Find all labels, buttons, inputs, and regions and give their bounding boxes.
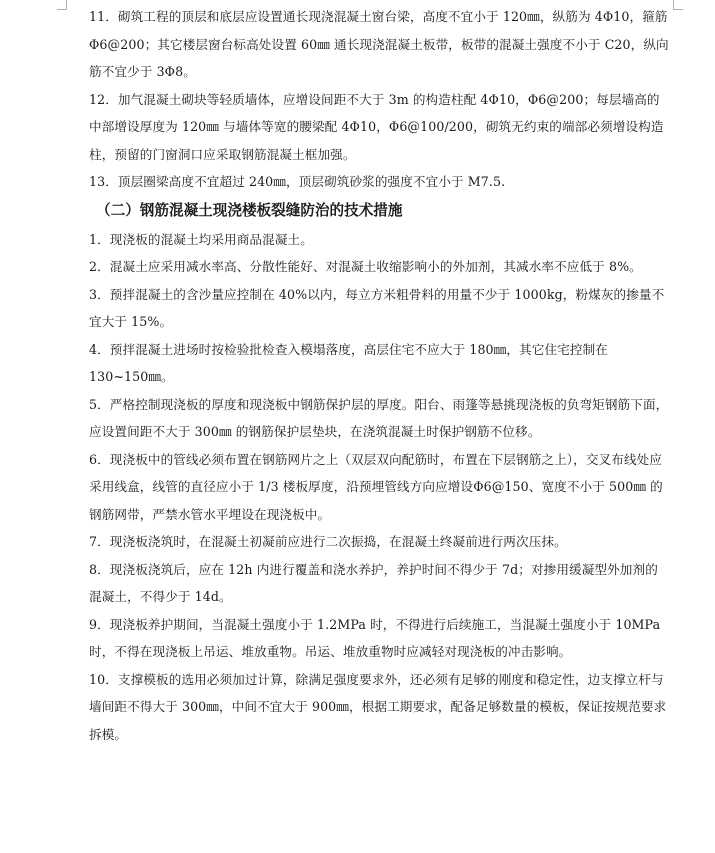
clause-7: 7．现浇板浇筑时，在混凝土初凝前应进行二次振捣，在混凝土终凝前进行两次压抹。: [89, 534, 567, 549]
clause-3: 3．预拌混凝土的含沙量应控制在 40%以内，每立方米粗骨料的用量不少于 1000kg，粉煤灰的掺量不宜大于 15%。: [89, 286, 665, 329]
page-corner-mark-left: [57, 0, 67, 10]
clause-9: 9．现浇板养护期间，当混凝土强度小于 1.2MPa 时，不得进行后续施工，当混凝土强度小于 10MPa 时，不得在现浇板上吊运、堆放重物。吊运、堆放重物时应减轻对现浇板的冲击影响。: [89, 616, 661, 659]
clause-1: 1．现浇板的混凝土均采用商品混凝土。: [89, 231, 313, 247]
clause-4: 4．预拌混凝土进场时按检验批检查入模塌落度，高层住宅不应大于 180㎜，其它住宅控制在 130~150㎜。: [89, 341, 608, 384]
section-heading: （二）钢筋混凝土现浇楼板裂缝防治的技术措施: [96, 201, 403, 219]
page-corner-mark-right: [673, 0, 683, 10]
clause-11: 11．砌筑工程的顶层和底层应设置通长现浇混凝土窗台梁，高度不宜小于 120㎜，纵筋为 4Φ10，箍筋Φ6@200；其它楼层窗台标高处设置 60㎜ 通长现浇混凝土板带，板带的混凝土强度不小于 C20，纵向筋不宜少于 3Φ8。: [89, 9, 669, 79]
clause-10: 10．支撑模板的选用必须加过计算，除满足强度要求外，还必须有足够的刚度和稳定性，边支撑立杆与墙间距不得大于 300㎜，中间不宜大于 900㎜，根据工期要求，配备足够数量的模板，保证按规范要求拆模。: [89, 671, 667, 742]
clause-8: 8．现浇板浇筑后，应在 12h 内进行覆盖和浇水养护，养护时间不得少于 7d；对掺用缓凝型外加剂的混凝土，不得少于 14d。: [89, 561, 658, 604]
clause-12: 12．加气混凝土砌块等轻质墙体，应增设间距不大于 3m 的构造柱配 4Φ10，Φ6@200；每层墙高的中部增设厚度为 120㎜ 与墙体等宽的腰梁配 4Φ10，Φ6@100/200，砌筑无约束的端部必须增设构造柱，预留的门窗洞口应采取钢筋混凝土框加强。: [89, 91, 664, 162]
clause-5: 5．严格控制现浇板的厚度和现浇板中钢筋保护层的厚度。阳台、雨篷等悬挑现浇板的负弯矩钢筋下面，应设置间距不大于 300㎜ 的钢筋保护层垫块，在浇筑混凝土时保护钢筋不位移。: [89, 396, 669, 439]
document-body: [89, 3, 669, 748]
clause-2: 2．混凝土应采用减水率高、分散性能好、对混凝土收缩影响小的外加剂，其减水率不应低于 8%。: [89, 259, 642, 274]
clause-6: 6．现浇板中的管线必须布置在钢筋网片之上（双层双向配筋时，布置在下层钢筋之上），交叉布线处应采用线盒，线管的直径应小于 1/3 楼板厚度，沿预埋管线方向应增设Φ6@150、宽度不小于 500㎜ 的钢筋网带，严禁水管水平埋设在现浇板中。: [89, 451, 663, 522]
clause-13: 13．顶层圈梁高度不宜超过 240㎜，顶层砌筑砂浆的强度不宜小于 M7.5.: [89, 174, 506, 189]
